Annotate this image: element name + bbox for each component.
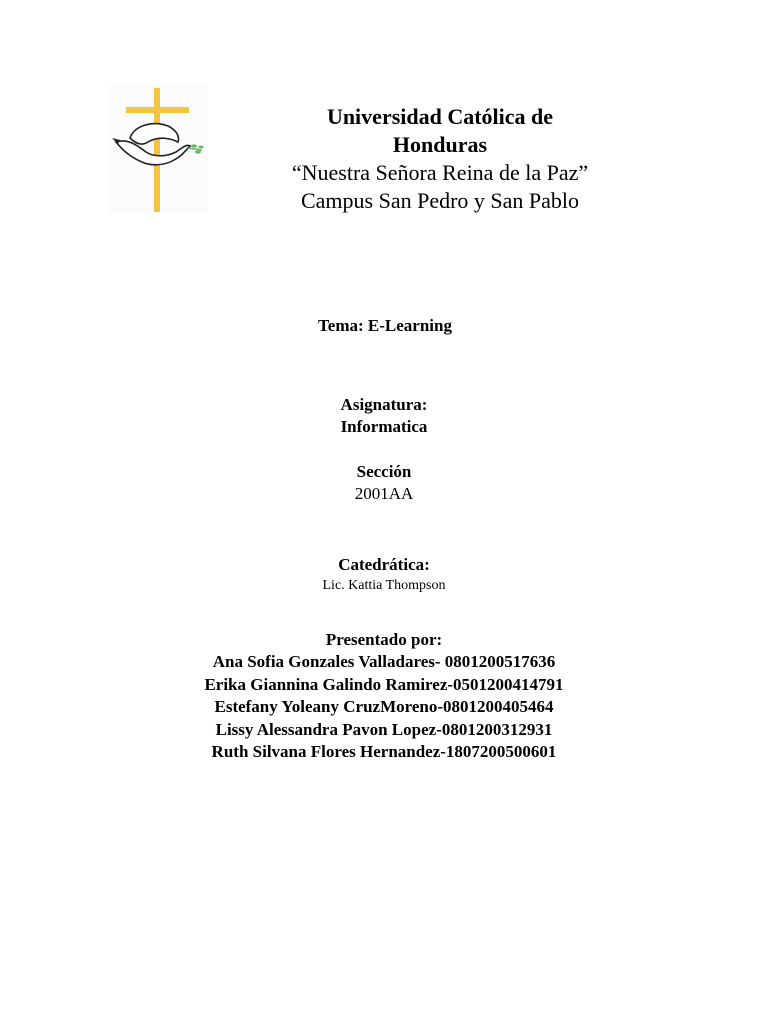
cross-vertical-bar — [154, 88, 160, 212]
dove-body — [116, 141, 190, 165]
student-entry: Estefany Yoleany CruzMoreno-0801200405464 — [214, 697, 554, 717]
document-header — [252, 103, 628, 215]
section-block — [0, 461, 768, 505]
olive-branch-stem — [188, 148, 202, 150]
university-name-line2: Honduras — [392, 132, 488, 157]
topic-text: Tema: E-Learning — [318, 316, 452, 335]
student-entry: Lissy Alessandra Pavon Lopez-0801200312931 — [215, 719, 553, 739]
section-value: 2001AA — [354, 484, 414, 503]
subject-section — [0, 394, 768, 438]
student-entry: Erika Giannina Galindo Ramirez-0501200414791 — [204, 674, 564, 694]
student-entry: Ana Sofia Gonzales Valladares- 0801200517636 — [212, 652, 556, 672]
topic-section — [0, 315, 768, 337]
cross-dove-logo-icon — [108, 86, 208, 214]
presented-by-label: Presentado por: — [325, 630, 443, 649]
professor-label: Catedrática: — [338, 555, 430, 574]
presented-by-section — [0, 629, 768, 763]
campus-name: Campus San Pedro y San Pablo — [300, 188, 580, 213]
olive-leaf — [195, 150, 201, 153]
olive-leaf — [198, 146, 203, 149]
university-name-line1: Universidad Católica de — [326, 104, 554, 129]
professor-name: Lic. Kattia Thompson — [322, 578, 446, 593]
olive-leaf — [191, 144, 197, 147]
subject-value: Informatica — [340, 417, 428, 436]
section-label: Sección — [356, 462, 412, 481]
subject-label: Asignatura: — [340, 395, 428, 414]
cross-horizontal-bar — [126, 107, 189, 113]
professor-section — [0, 554, 768, 596]
logo-graphic — [108, 86, 208, 214]
university-motto: “Nuestra Señora Reina de la Paz” — [291, 160, 589, 185]
student-entry: Ruth Silvana Flores Hernandez-1807200500601 — [211, 742, 557, 762]
